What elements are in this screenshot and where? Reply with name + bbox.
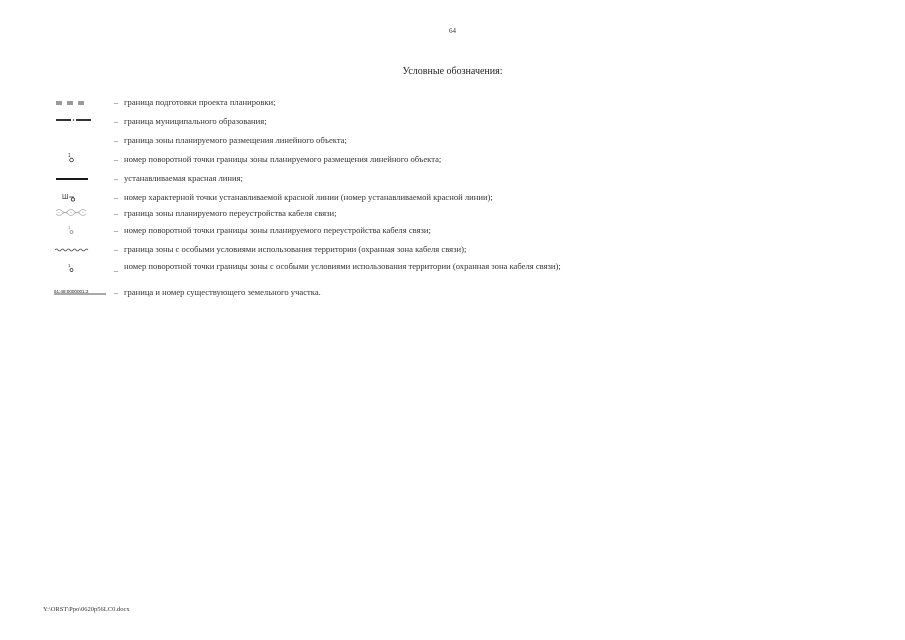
protection-zone-point-number: 1 bbox=[68, 263, 71, 268]
legend-item-text: номер характерной точки устанавливаемой красной линии (номер устанавливаемой красной линии); bbox=[124, 192, 493, 202]
legend-item-linear-object-zone bbox=[50, 135, 750, 154]
legend-item-land-plot bbox=[50, 287, 750, 301]
page-number: 64 bbox=[449, 27, 456, 35]
legend-item-text: граница муниципального образования; bbox=[124, 116, 267, 126]
legend-dash: – bbox=[113, 97, 119, 107]
legend-item-text: номер поворотной точки границы зоны с особыми условиями использования территории (охранная зона кабеля связи); bbox=[124, 261, 561, 271]
land-plot-number: 61:48:0000001:2 bbox=[54, 289, 89, 294]
footer-file-path: Y:\ORST\Ppo\0620p56LC0.docx bbox=[43, 606, 130, 613]
legend-dash: – bbox=[113, 154, 119, 164]
turn-point-icon bbox=[50, 154, 108, 164]
legend-dash: – bbox=[113, 225, 119, 235]
legend-item-cable-zone bbox=[50, 208, 750, 225]
cable-zone-point-number: 1 bbox=[68, 225, 71, 230]
cable-zone-boundary-icon bbox=[50, 208, 108, 218]
dashed-boundary-icon bbox=[50, 97, 108, 107]
legend-item-text: граница зоны планируемого размещения линейного объекта; bbox=[124, 135, 347, 145]
legend-item-text: устанавливаемая красная линия; bbox=[124, 173, 243, 183]
legend-item-cable-zone-point bbox=[50, 225, 750, 244]
legend-dash: – bbox=[113, 192, 119, 202]
legend-item-red-line bbox=[50, 173, 750, 192]
wavy-protection-zone-icon bbox=[50, 244, 108, 254]
turn-point-number: 1 bbox=[68, 153, 71, 159]
legend-dash: – bbox=[113, 287, 119, 297]
legend-item-text: граница и номер существующего земельного участка. bbox=[124, 287, 321, 297]
legend-dash: – bbox=[113, 244, 119, 254]
land-plot-icon bbox=[50, 287, 108, 297]
legend-item-text: граница зоны с особыми условиями использования территории (охранная зона кабеля связи); bbox=[124, 244, 467, 254]
legend-item-text: номер поворотной точки границы зоны планируемого размещения линейного объекта; bbox=[124, 154, 442, 164]
legend-item-text: граница подготовки проекта планировки; bbox=[124, 97, 276, 107]
red-line-point-label: Ш bbox=[62, 194, 69, 201]
legend-list bbox=[50, 97, 750, 301]
legend-item-protection-zone bbox=[50, 244, 750, 261]
municipal-boundary-icon bbox=[50, 116, 108, 126]
legend-dash: – bbox=[113, 135, 119, 145]
legend-item-text: граница зоны планируемого переустройства кабеля связи; bbox=[124, 208, 337, 218]
legend-dash: – bbox=[113, 265, 119, 275]
legend-symbol-empty bbox=[50, 135, 108, 145]
legend-item-municipal-boundary bbox=[50, 116, 750, 135]
legend-dash: – bbox=[113, 116, 119, 126]
legend-dash: – bbox=[113, 173, 119, 183]
legend-item-text: номер поворотной точки границы зоны планируемого переустройства кабеля связи; bbox=[124, 225, 431, 235]
legend-item-protection-zone-point bbox=[50, 261, 750, 287]
red-line-icon bbox=[50, 173, 108, 183]
protection-zone-point-icon bbox=[50, 261, 108, 271]
cable-zone-point-icon bbox=[50, 225, 108, 235]
legend-dash: – bbox=[113, 208, 119, 218]
legend-item-turn-point bbox=[50, 154, 750, 173]
red-line-point-icon bbox=[50, 192, 108, 202]
legend-item-red-line-point bbox=[50, 192, 750, 208]
legend-title: Условные обозначения: bbox=[402, 66, 503, 77]
legend-item-project-boundary bbox=[50, 97, 750, 116]
